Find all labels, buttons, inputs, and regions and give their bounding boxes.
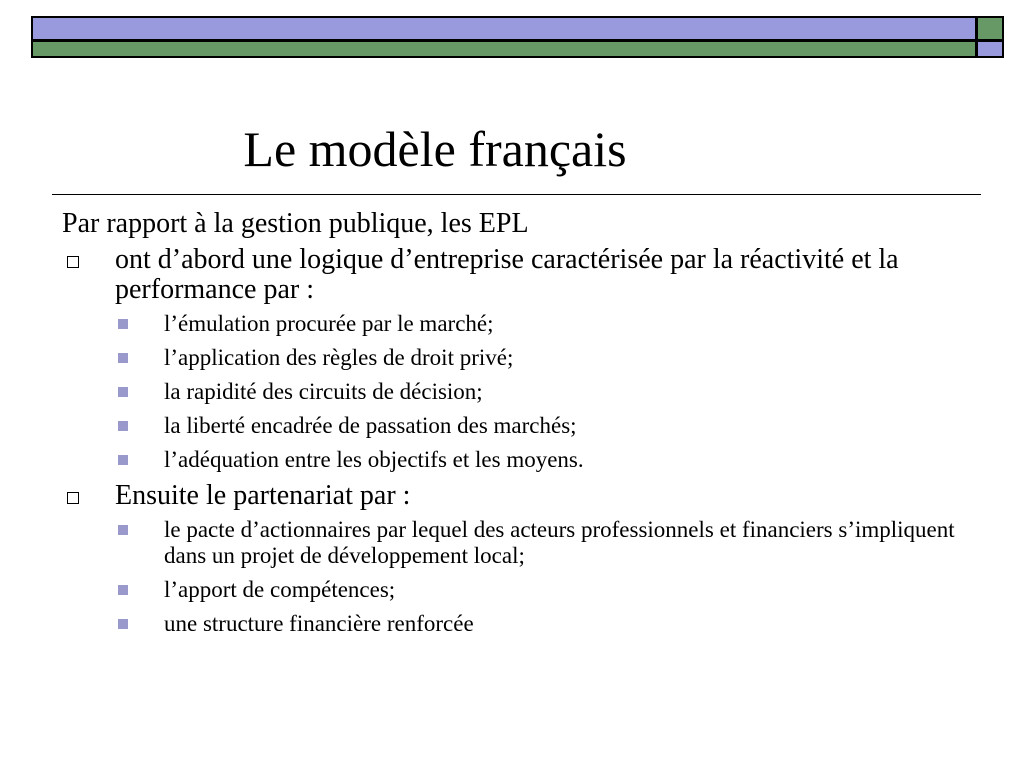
square-bullet-icon — [118, 421, 128, 431]
section-2 — [62, 481, 962, 637]
list-item-text: l’adéquation entre les objectifs et les moyens. — [164, 447, 584, 472]
list-item — [62, 611, 962, 637]
square-bullet-icon — [118, 455, 128, 465]
hollow-square-bullet-icon — [67, 256, 79, 268]
square-bullet-icon — [118, 319, 128, 329]
square-bullet-icon — [118, 353, 128, 363]
list-item-text: l’apport de compétences; — [164, 577, 396, 602]
header-band-green — [31, 41, 977, 58]
list-item — [62, 379, 962, 405]
header-square-green — [977, 16, 1004, 41]
hollow-square-bullet-icon — [67, 492, 79, 504]
list-item-text: la liberté encadrée de passation des marchés; — [164, 413, 577, 438]
list-item — [62, 311, 962, 337]
square-bullet-icon — [118, 585, 128, 595]
list-item-text: l’émulation procurée par le marché; — [164, 311, 494, 336]
square-bullet-icon — [118, 525, 128, 535]
list-item — [62, 345, 962, 371]
list-item — [62, 577, 962, 603]
header-square-purple — [977, 41, 1004, 58]
slide-body — [62, 207, 962, 645]
list-item — [62, 413, 962, 439]
section-1 — [62, 245, 962, 473]
title-divider — [52, 194, 981, 195]
list-item — [62, 517, 962, 569]
square-bullet-icon — [118, 387, 128, 397]
section-heading-text: ont d’abord une logique d’entreprise caractérisée par la réactivité et la performance par : — [115, 244, 899, 305]
section-heading-text: Ensuite le partenariat par : — [115, 480, 411, 511]
header-band-purple — [31, 16, 977, 41]
list-item-text: le pacte d’actionnaires par lequel des acteurs professionnels et financiers s’impliquent dans un projet de développement local; — [164, 517, 955, 568]
list-item-text: l’application des règles de droit privé; — [164, 345, 514, 370]
section-heading — [62, 481, 962, 511]
square-bullet-icon — [118, 619, 128, 629]
sub-list — [62, 517, 962, 637]
list-item-text: une structure financière renforcée — [164, 611, 474, 636]
list-item-text: la rapidité des circuits de décision; — [164, 379, 483, 404]
intro-text: Par rapport à la gestion publique, les EPL — [62, 208, 529, 239]
sub-list — [62, 311, 962, 473]
slide-title: Le modèle français — [243, 121, 627, 177]
list-item — [62, 447, 962, 473]
section-heading — [62, 245, 962, 305]
